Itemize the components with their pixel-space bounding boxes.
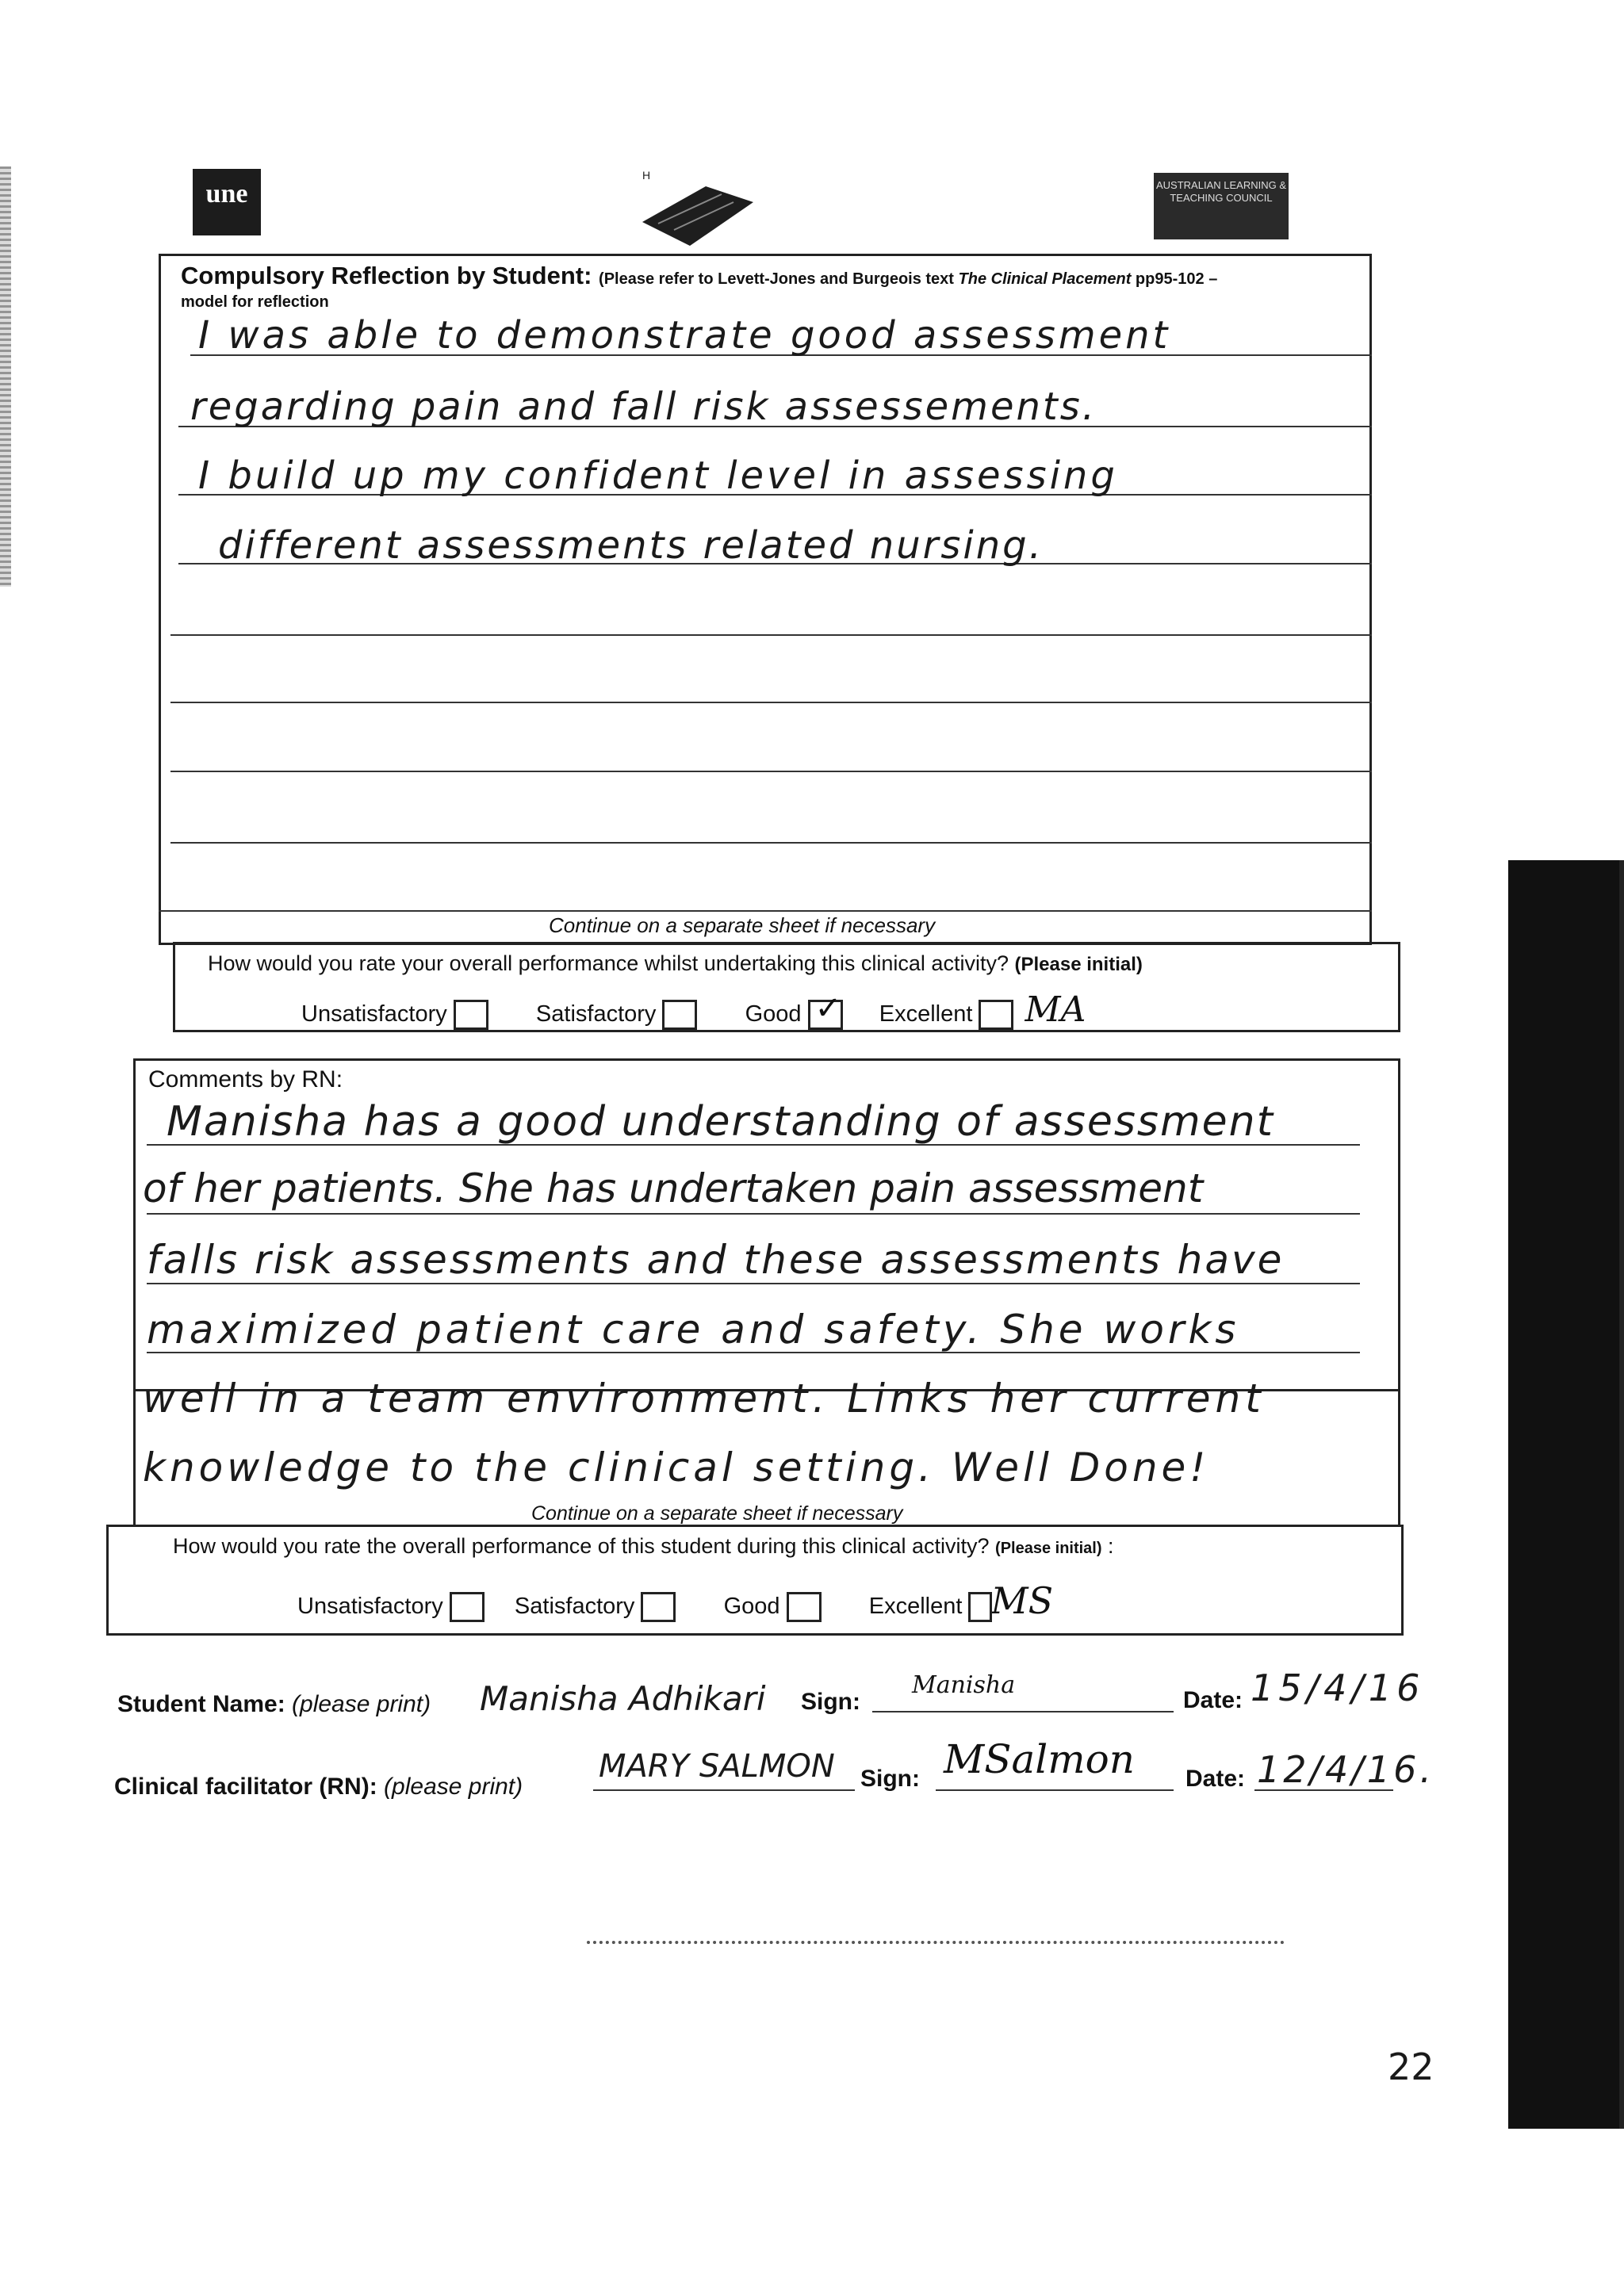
reflection-continue-note: Continue on a separate sheet if necessary [549, 913, 936, 937]
reflection-line: I was able to demonstrate good assessment [198, 313, 1171, 358]
option-label: Satisfactory [535, 1001, 657, 1027]
option-label: Unsatisfactory [301, 1001, 447, 1027]
scan-bar-right [1508, 860, 1619, 2129]
scan-edge-right [1619, 860, 1624, 2129]
student-name-row: Student Name: (please print) [117, 1691, 431, 1717]
unsatisfactory-checkbox[interactable] [454, 1000, 488, 1030]
rn-comment-line: falls risk assessments and these assessments have [147, 1237, 1285, 1283]
reflection-rule [170, 702, 1372, 703]
student-name-value: Manisha Adhikari [480, 1679, 766, 1718]
altc-logo: AUSTRALIAN LEARNING & TEACHING COUNCIL [1154, 173, 1289, 239]
une-logo: une [193, 169, 261, 235]
rn-comment-rule [147, 1213, 1360, 1215]
student-rating-question: How would you rate your overall performance whilst undertaking this clinical activity? (Please initial) [208, 951, 1143, 975]
page-number: 22 [1388, 2045, 1434, 2088]
option-label: Good [745, 1001, 802, 1027]
facilitator-date-value: 12/4/16. [1257, 1748, 1434, 1791]
good-checkbox[interactable] [787, 1592, 822, 1622]
excellent-checkbox[interactable] [968, 1592, 992, 1622]
rn-comment-line: well in a team environment. Links her current [143, 1376, 1266, 1422]
option-label: Excellent [879, 1001, 973, 1027]
student-sign-label: Sign: [801, 1689, 860, 1715]
satisfactory-checkbox[interactable] [662, 1000, 697, 1030]
reflection-line: regarding pain and fall risk assessements. [190, 385, 1097, 429]
rn-rating-question: How would you rate the overall performance of this student during this clinical activity? (Please initial) : [173, 1534, 1114, 1558]
good-checkbox[interactable] [808, 991, 843, 1030]
student-date-label: Date: [1183, 1687, 1243, 1713]
student-rating-options [301, 989, 1086, 1030]
rn-box-left-edge [133, 1391, 136, 1526]
rn-box-right-edge [1398, 1391, 1400, 1526]
facilitator-date-label: Date: [1185, 1766, 1246, 1792]
center-logo-text: H [642, 169, 651, 182]
option-label: Satisfactory [514, 1594, 635, 1619]
reflection-rule [159, 910, 1372, 912]
facilitator-sign-underline [936, 1789, 1174, 1791]
option-label: Unsatisfactory [297, 1594, 443, 1619]
scan-dotted-line [587, 1941, 1285, 1944]
rn-comment-line: of her patients. She has undertaken pain assessment [143, 1165, 1204, 1211]
rn-comment-line: Manisha has a good understanding of assessment [167, 1098, 1275, 1146]
facilitator-signature: MSalmon [944, 1736, 1135, 1782]
student-date-value: 15/4/16 [1251, 1667, 1425, 1709]
unsatisfactory-checkbox[interactable] [450, 1592, 485, 1622]
reflection-note-line2: model for reflection [181, 293, 329, 311]
rn-comment-rule [147, 1283, 1360, 1284]
reflection-rule [170, 842, 1372, 844]
reflection-heading: Compulsory Reflection by Student: (Please refer to Levett-Jones and Burgeois text The Clinical Placement pp95-102 – [181, 262, 1218, 289]
reflection-line: I build up my confident level in assessing [198, 453, 1118, 498]
scan-edge-left [0, 166, 11, 587]
student-initial: MA [1025, 989, 1086, 1030]
rn-rating-options [297, 1579, 1053, 1622]
facilitator-name-underline [593, 1789, 855, 1791]
student-signature: Manisha [912, 1671, 1016, 1699]
excellent-checkbox[interactable] [979, 1000, 1013, 1030]
option-label: Excellent [868, 1594, 963, 1619]
reflection-rule [170, 771, 1372, 772]
satisfactory-checkbox[interactable] [641, 1592, 676, 1622]
student-sign-underline [872, 1711, 1174, 1712]
facilitator-sign-label: Sign: [860, 1766, 920, 1792]
rn-comment-line: maximized patient care and safety. She works [147, 1307, 1240, 1353]
rn-continue-note: Continue on a separate sheet if necessary [531, 1502, 903, 1525]
facilitator-name-row: Clinical facilitator (RN): (please print) [114, 1774, 523, 1800]
center-logo [634, 166, 761, 254]
checkmark-icon: ✓ [814, 991, 842, 1027]
rn-initial: MS [990, 1579, 1054, 1622]
rn-comments-heading: Comments by RN: [148, 1066, 343, 1093]
facilitator-name-value: MARY SALMON [599, 1748, 835, 1785]
reflection-rule [170, 634, 1372, 636]
reflection-line: different assessments related nursing. [218, 523, 1044, 568]
option-label: Good [723, 1594, 780, 1619]
rn-comment-line: knowledge to the clinical setting. Well Done! [143, 1445, 1210, 1490]
